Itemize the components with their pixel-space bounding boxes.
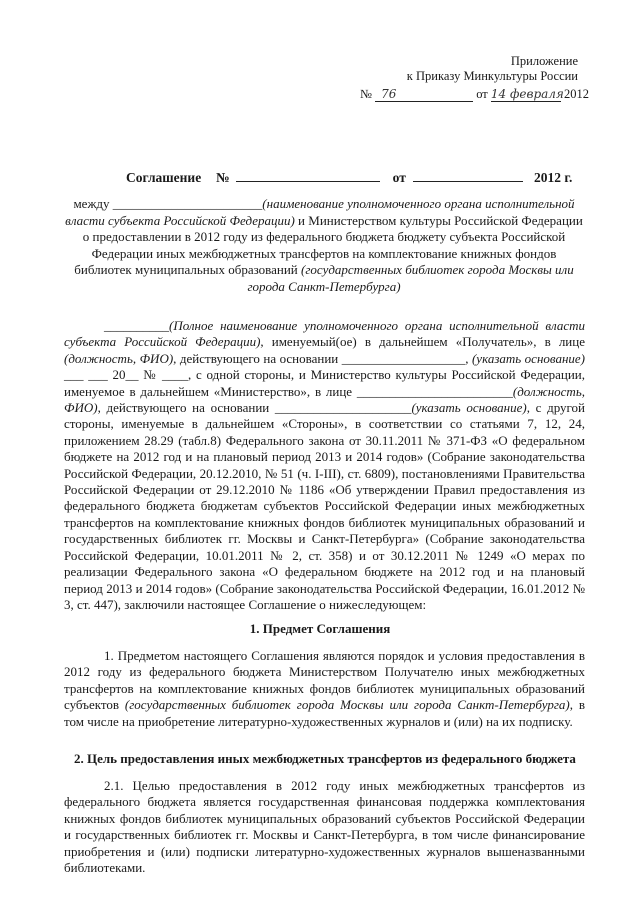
section-2-heading: 2. Цель предоставления иных межбюджетных трансфертов из федерального бюджета — [74, 751, 576, 766]
parties-text-2: , действующего на основании ___________________, — [173, 350, 469, 366]
agreement-title-from: от — [392, 170, 406, 185]
section-1-heading: 1. Предмет Соглашения — [249, 621, 391, 636]
between-italic-2: (государственных библиотек города Москвы или города Санкт-Петербурга) — [247, 262, 574, 294]
order-from-label: от — [476, 87, 488, 101]
parties-italic-3: (указать основание) — [471, 350, 586, 366]
appendix-line-2: к Приказу Минкультуры России — [406, 69, 578, 83]
order-year: 2012 — [564, 87, 589, 101]
between-text-1: и Министерством культуры Российской Федерации о предоставлении в 2012 году из федерального бюджета бюджету субъекта Российской Федерации иных межбюджетных трансфертов на комплектование книжных фондов библиотек муниципальных образований — [74, 212, 583, 277]
order-number-line — [360, 87, 592, 102]
order-date-value: 14 февраля — [490, 87, 564, 101]
agreement-title-label: Соглашение — [126, 170, 202, 185]
between-paragraph — [64, 196, 584, 295]
parties-italic-1: (Полное наименование уполномоченного органа исполнительной власти субъекта Российской Федерации) — [64, 318, 585, 350]
order-no-label: № — [360, 87, 372, 101]
between-italic-1: (наименование уполномоченного органа исполнительной власти субъекта Российской Федерации) — [65, 196, 575, 228]
appendix-header — [360, 54, 578, 84]
agreement-title-year: 2012 г. — [534, 170, 573, 185]
between-prefix: между — [73, 196, 110, 211]
parties-text-1: , именуемый(ое) в дальнейшем «Получатель», в лице — [260, 334, 585, 350]
parties-text-5: , с другой стороны, именуемые в дальнейшем «Стороны», в соответствии со статьями 7, 12, 24, приложением 28.29 (табл.8) Федерального закона от 30.11.2011 № 371-ФЗ «О федеральном бюджете на 2012 год и на плановый период 2013 и 2014 годов» (Собрание законодательства Российской Федерации, 20.12.2010, № 51 (ч. I-III), ст. 6809), постановлениями Правительства Российской Федерации от 29.12.2010 № 1186 «Об утверждении Правил предоставления из федерального бюджета бюджетам субъектов Российской Федерации иных межбюджетных трансфертов на комплектование книжных фондов библиотек муниципальных образований и государственных библиотек гг. Москвы и Санкт-Петербурга» (Собрание законодательства Российской Федерации, 10.01.2011 № 2, ст. 358) и от 30.12.2011 № 1249 «О мерах по реализации Федерального закона «О федеральном бюджете на 2012 год и на плановый период 2013 и 2014 годов» (Собрание законодательства Российской Федерации, 16.01.2012 № 3, ст. 447), заключили настоящее Соглашение о нижеследующем: — [64, 400, 585, 612]
parties-italic-2: (должность, ФИО) — [64, 350, 174, 366]
agreement-title-no: № — [215, 170, 230, 185]
agreement-date-blank — [413, 181, 523, 182]
section-1-paragraph — [64, 648, 585, 730]
section-1-text-2: , в том числе на приобретение литературно-художественных журналов и (или) на их подписку. — [64, 697, 586, 729]
parties-italic-4: (должность, ФИО) — [64, 383, 585, 416]
section-2-paragraph: 2.1. Целью предоставления в 2012 году иных межбюджетных трансфертов из федерального бюджета является государственная финансовая поддержка комплектования книжных фондов библиотек муниципальных образований субъектов Российской Федерации и государственных библиотек гг. Москвы и Санкт-Петербурга, в том числе финансирование приобретения и (или) подписки литературно-художественных журналов вышеназванными библиотеками. — [64, 778, 585, 876]
parties-text-3: ___ ___ 20__ № ____, с одной стороны, и Министерство культуры Российской Федерации, именуемое в дальнейшем «Министерство», в лице ________________________ — [64, 367, 585, 399]
agreement-title — [126, 170, 572, 186]
appendix-line-1: Приложение — [510, 54, 578, 68]
section-1-italic-1: (государственных библиотек города Москвы или города Санкт-Петербурга) — [124, 697, 570, 713]
order-no-value: 76 — [375, 88, 473, 102]
parties-italic-5: (указать основание) — [411, 400, 527, 416]
agreement-number-blank — [236, 181, 380, 182]
section-1-text-1: 1. Предметом настоящего Соглашения являются порядок и условия предоставления в 2012 году из федерального бюджета Министерством Получателю иных межбюджетных трансфертов на комплектование книжных фондов библиотек муниципальных образований субъектов — [64, 648, 585, 713]
parties-text-4: , действующего на основании _____________________ — [97, 400, 412, 416]
parties-blank: __________ — [104, 318, 169, 333]
parties-paragraph — [64, 318, 585, 613]
between-blank: _______________________ — [112, 196, 263, 211]
